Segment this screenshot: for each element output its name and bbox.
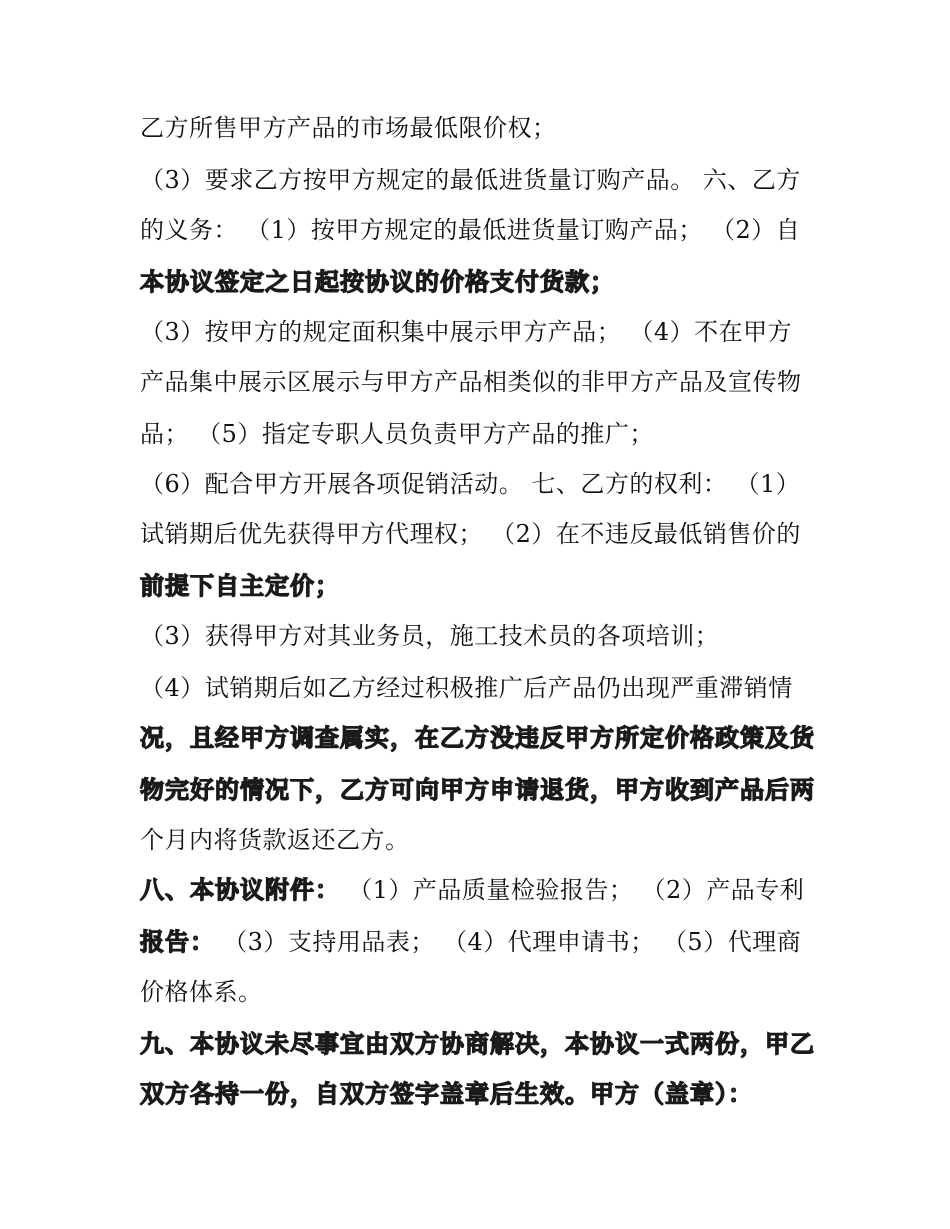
- text-line: [140, 922, 830, 962]
- text-line: [140, 566, 830, 606]
- text-line: [140, 870, 830, 910]
- text-line: [140, 972, 830, 1012]
- text-line: [140, 108, 830, 148]
- text-line: [140, 514, 830, 554]
- text-segment: 的义务： （1）按甲方规定的最低进货量订购产品； （2）自: [140, 216, 801, 244]
- text-line: [140, 362, 830, 402]
- text-segment: （3）要求乙方按甲方规定的最低进货量订购产品。 六、乙方: [140, 166, 801, 194]
- text-segment: 试销期后优先获得甲方代理权； （2）在不违反最低销售价的: [140, 520, 801, 548]
- text-line: [140, 464, 830, 504]
- text-line: [140, 262, 830, 302]
- text-segment-outlined: 本协议签定之日起按协议的价格支付货款；: [140, 268, 615, 296]
- text-segment: （3）支持用品表； （4）代理申请书； （5）代理商: [215, 928, 802, 956]
- text-line: [140, 820, 830, 860]
- text-line: [140, 770, 830, 810]
- text-line: [140, 312, 830, 352]
- text-segment: （1）产品质量检验报告； （2）产品专利: [340, 876, 805, 904]
- text-segment: 产品集中展示区展示与甲方产品相类似的非甲方产品及宣传物: [140, 368, 802, 396]
- text-segment-outlined: 物完好的情况下，乙方可向甲方申请退货，甲方收到产品后两: [140, 776, 815, 804]
- text-line: [140, 414, 830, 454]
- text-segment: 乙方所售甲方产品的市场最低限价权；: [140, 114, 557, 142]
- text-segment-outlined: 况，且经甲方调查属实，在乙方没违反甲方所定价格政策及货: [140, 724, 815, 752]
- text-segment-outlined: 九、本协议未尽事宜由双方协商解决，本协议一式两份，甲乙: [140, 1030, 815, 1058]
- text-segment: （4）试销期后如乙方经过积极推广后产品仍出现严重滞销情: [140, 674, 793, 702]
- text-segment: （6）配合甲方开展各项促销活动。 七、乙方的权利： （1）: [140, 470, 801, 498]
- text-segment-outlined: 八、本协议附件：: [140, 876, 340, 904]
- text-line: [140, 160, 830, 200]
- text-segment: 价格体系。: [140, 978, 263, 1006]
- text-segment: （3）获得甲方对其业务员，施工技术员的各项培训；: [140, 622, 720, 650]
- text-line: [140, 1024, 830, 1064]
- text-segment: （3）按甲方的规定面积集中展示甲方产品； （4）不在甲方: [140, 318, 793, 346]
- text-line: [140, 616, 830, 656]
- text-segment: 个月内将货款返还乙方。: [140, 826, 410, 854]
- text-segment-outlined: 双方各持一份，自双方签字盖章后生效。甲方（盖章）：: [140, 1080, 753, 1108]
- text-line: [140, 668, 830, 708]
- text-line: [140, 718, 830, 758]
- text-line: [140, 1074, 830, 1114]
- text-segment: 品； （5）指定专职人员负责甲方产品的推广；: [140, 420, 654, 448]
- text-segment-outlined: 报告：: [140, 928, 215, 956]
- text-line: [140, 210, 830, 250]
- text-segment-outlined: 前提下自主定价；: [140, 572, 340, 600]
